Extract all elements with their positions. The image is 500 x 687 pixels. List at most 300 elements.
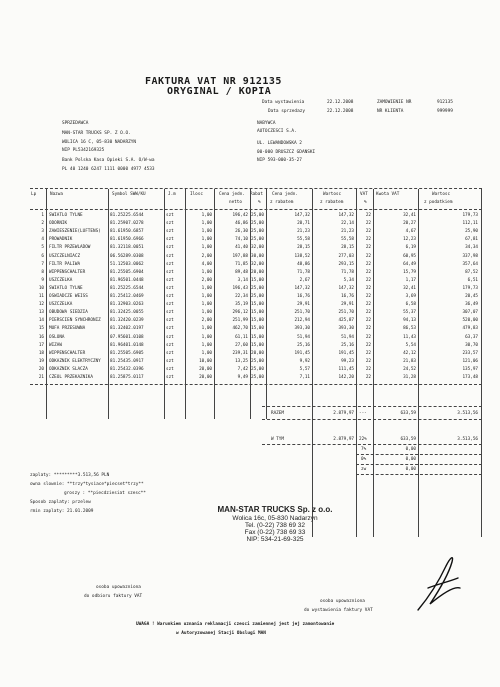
- client-value: 999999: [437, 109, 453, 114]
- stamp-address: Wolica 16c, 05-830 Nadarzyn: [232, 515, 318, 522]
- row-unit-price: 46,86: [235, 221, 248, 227]
- row-qty: 1,00: [201, 245, 212, 251]
- breakdown-rate: 0%: [361, 457, 367, 462]
- row-discount: 15,00: [251, 302, 264, 308]
- row-unit-price-disc: 212,94: [294, 318, 310, 324]
- row-name: OSWIADCZE WEISS: [49, 294, 88, 299]
- invoice-copy-label: ORYGINAL / KOPIA: [167, 86, 272, 97]
- row-vat-amount: 15,79: [403, 269, 416, 275]
- col-unit-price: Cena jedn.: [219, 192, 245, 197]
- row-vat-amount: 21,83: [403, 358, 416, 364]
- row-unit-price: 26,30: [235, 229, 248, 235]
- totals-razem-vat: 633,59: [400, 411, 416, 416]
- signature-right-label: osoba upowazniona: [320, 599, 365, 604]
- row-unit-price: 7,42: [237, 366, 248, 372]
- row-jm: szt: [166, 366, 174, 372]
- row-net: 293,15: [338, 261, 354, 267]
- row-vat-amount: 55,37: [403, 310, 416, 316]
- seller-label: SPRZEDAWCA: [62, 121, 89, 126]
- row-net: 22,14: [341, 221, 354, 227]
- breakdown-rule: [356, 464, 482, 465]
- col-separator: [481, 189, 482, 537]
- footer-notice: UWAGA ! Warunkiem uznania reklamacji czesci zamiennej jest jej zamontowanie: [136, 622, 335, 627]
- row-unit-price-disc: 51,94: [297, 334, 310, 340]
- handwritten-signature: [408, 548, 468, 618]
- row-qty: 20,00: [199, 375, 212, 380]
- row-symbol: 81.25412.0469: [110, 294, 144, 299]
- row-net: 142,20: [338, 375, 354, 380]
- row-unit-price: 462,70: [232, 326, 248, 332]
- row-name: SWIATLO TYLNE: [49, 285, 83, 291]
- row-gross: 30,70: [465, 342, 478, 348]
- col-qty: Ilosc: [190, 192, 203, 197]
- breakdown-rule: [356, 474, 482, 475]
- row-lp: 7: [41, 261, 44, 267]
- row-gross: 173,48: [462, 375, 478, 380]
- row-unit-price: 61,11: [235, 334, 248, 340]
- breakdown-rule: [262, 444, 482, 445]
- row-vat-amount: 5,54: [405, 342, 416, 348]
- row-gross: 233,57: [462, 350, 478, 356]
- row-gross: 337,98: [462, 253, 478, 259]
- row-net: 28,15: [341, 245, 354, 251]
- row-lp: 19: [38, 358, 44, 364]
- buyer-street: UL. LEWANDOWSKA 2: [257, 141, 302, 146]
- row-vat-rate: 22: [365, 261, 371, 267]
- row-symbol: 81.25505.6905: [110, 350, 144, 356]
- row-gross: 307,07: [462, 310, 478, 316]
- row-vat-rate: 22: [365, 213, 371, 218]
- order-value: 912135: [437, 100, 453, 105]
- row-qty: 1,00: [201, 302, 212, 308]
- row-qty: 1,00: [201, 269, 212, 275]
- row-net: 111,45: [338, 366, 354, 372]
- col-separator: [356, 189, 357, 537]
- signature-left-label: osoba upowazniona: [96, 585, 141, 590]
- row-jm: szt: [166, 229, 174, 235]
- totals-wtym-label: W TYM: [271, 437, 284, 442]
- col-vat-amount: Kwota VAT: [376, 192, 400, 197]
- issue-date-label: Data wystawienia: [262, 100, 305, 105]
- row-symbol: 81.25435.0917: [110, 358, 144, 364]
- stamp-phone: Tel. (0-22) 738 69 32: [245, 522, 305, 529]
- row-vat-amount: 64,49: [403, 261, 416, 267]
- row-jm: szt: [166, 285, 174, 291]
- row-discount: 25,00: [251, 285, 264, 291]
- row-symbol: 81.32402.0197: [110, 326, 144, 332]
- row-vat-amount: 1,17: [405, 277, 416, 283]
- row-name: ODKAZNIK ELEKTRYCZNY: [49, 358, 101, 364]
- row-vat-rate: 22: [365, 350, 371, 356]
- row-vat-amount: 6,58: [405, 302, 416, 308]
- row-net: 393,30: [338, 326, 354, 332]
- row-vat-rate: 22: [365, 229, 371, 235]
- row-lp: 11: [38, 294, 44, 299]
- row-jm: szt: [166, 350, 174, 356]
- row-symbol: 06.56289.0308: [110, 253, 144, 259]
- row-unit-price: 197,88: [232, 253, 248, 259]
- row-gross: 179,73: [462, 213, 478, 218]
- row-symbol: 81.32425.0055: [110, 310, 144, 316]
- row-lp: 10: [38, 285, 44, 291]
- row-symbol: 81.25432.0396: [110, 366, 144, 372]
- row-lp: 13: [38, 310, 44, 316]
- order-label: ZAMOWIENIE NR: [377, 100, 412, 105]
- row-net: 147,32: [338, 285, 354, 291]
- breakdown-gross: 3.513,56: [457, 437, 478, 442]
- row-qty: 20,00: [199, 366, 212, 372]
- row-lp: 4: [41, 237, 44, 243]
- col-gross: Wartosc: [432, 192, 451, 197]
- row-vat-rate: 22: [365, 358, 371, 364]
- row-name: WIZAW: [49, 342, 62, 348]
- row-vat-amount: 20,27: [403, 221, 416, 227]
- seller-address: WOLICA 16 C, 05-830 NADARZYN: [62, 140, 137, 145]
- row-unit-price: 296,12: [232, 310, 248, 316]
- invoice-title: FAKTURA VAT NR 912135: [145, 76, 282, 87]
- table-body-rule: [30, 384, 482, 385]
- row-qty: 1,00: [201, 334, 212, 340]
- row-net: 251,70: [338, 310, 354, 316]
- row-net: 99,23: [341, 358, 354, 364]
- row-lp: 1: [41, 213, 44, 218]
- row-qty: 1,00: [201, 326, 212, 332]
- row-net: 55,58: [341, 237, 354, 243]
- row-unit-price: 239,31: [232, 350, 248, 356]
- row-vat-amount: 24,52: [403, 366, 416, 372]
- row-symbol: 81.32903.0263: [110, 302, 144, 308]
- row-symbol: 81.25225.6544: [110, 285, 144, 291]
- row-jm: szt: [166, 261, 174, 267]
- row-gross: 357,64: [462, 261, 478, 267]
- client-label: NR KLIENTA: [377, 109, 404, 114]
- row-name: SWIATLO TYLNE: [49, 213, 83, 218]
- row-qty: 10,00: [199, 358, 212, 364]
- row-unit-price-disc: 251,70: [294, 310, 310, 316]
- row-vat-rate: 22: [365, 277, 371, 283]
- row-vat-rate: 22: [365, 326, 371, 332]
- totals-razem-rate: ---: [359, 411, 367, 416]
- signature-left-sublabel: do odbioru faktury VAT: [84, 594, 143, 599]
- totals-razem-label: RAZEM: [271, 411, 284, 416]
- buyer-city: 00-000 DRUSZCZ GDANSKI: [257, 150, 316, 155]
- row-name: ODKAZNIK SLACZA: [49, 366, 88, 372]
- row-symbol: 81.25225.6544: [110, 213, 144, 218]
- payment-due: rmin zaplaty: 21.01.2009: [30, 509, 94, 514]
- row-jm: szt: [166, 326, 174, 332]
- row-unit-price-disc: 147,32: [294, 285, 310, 291]
- breakdown-vat: 0,00: [405, 457, 416, 462]
- row-qty: 1,00: [201, 350, 212, 356]
- row-vat-amount: 32,41: [403, 285, 416, 291]
- col-lp: Lp: [31, 192, 37, 197]
- row-net: 5,34: [343, 277, 354, 283]
- row-discount: 15,00: [251, 334, 264, 340]
- row-net: 16,76: [341, 294, 354, 299]
- row-unit-price: 27,60: [235, 342, 248, 348]
- col-jm: J.m: [168, 192, 176, 197]
- row-gross: 135,97: [462, 366, 478, 372]
- row-vat-rate: 22: [365, 375, 371, 380]
- totals-razem-gross: 3.513,56: [457, 411, 478, 416]
- row-lp: 9: [41, 277, 44, 283]
- row-name: PIERSCIEN SYNCHRONIZ: [49, 318, 101, 324]
- breakdown-rate: 7%: [361, 447, 367, 452]
- row-gross: 179,73: [462, 285, 478, 291]
- row-discount: 32,00: [251, 261, 264, 267]
- row-unit-price-disc: 29,91: [297, 302, 310, 308]
- row-lp: 14: [38, 318, 44, 324]
- row-discount: 20,00: [251, 269, 264, 275]
- row-unit-price: 22,34: [235, 294, 248, 299]
- row-unit-price-disc: 71,78: [297, 269, 310, 275]
- row-vat-rate: 22: [365, 221, 371, 227]
- issue-date: 22.12.2008: [327, 100, 354, 105]
- row-discount: 30,00: [251, 253, 264, 259]
- row-vat-rate: 22: [365, 366, 371, 372]
- row-net: 191,45: [338, 350, 354, 356]
- row-jm: szt: [166, 334, 174, 340]
- row-symbol: 81.61950.6857: [110, 229, 144, 235]
- table-header-rule: [30, 209, 482, 210]
- company-stamp: [200, 505, 350, 543]
- totals-razem-rule: [262, 419, 482, 420]
- col-discount: Rabat: [250, 192, 263, 197]
- row-discount: 25,00: [251, 366, 264, 372]
- row-jm: szt: [166, 213, 174, 218]
- col-name: Nazwa: [50, 192, 63, 197]
- col-net-sub: z rabatem: [320, 200, 344, 205]
- row-qty: 1,00: [201, 294, 212, 299]
- row-lp: 3: [41, 229, 44, 235]
- row-symbol: 81.96401.0148: [110, 342, 144, 348]
- buyer-nip: NIP 593-000-35-27: [257, 158, 302, 163]
- row-gross: 6,51: [467, 277, 478, 283]
- row-gross: 34,34: [465, 245, 478, 251]
- row-qty: 1,00: [201, 285, 212, 291]
- row-discount: 15,00: [251, 318, 264, 324]
- footer-notice-2: w Autoryzowanej Stacji Obslugi MAN: [176, 631, 266, 636]
- row-name: WIPPENSCHALTER: [49, 350, 86, 356]
- col-gross-sub: z podatkiem: [424, 200, 453, 205]
- row-jm: szt: [166, 253, 174, 259]
- breakdown-vat: 633,59: [400, 437, 416, 442]
- row-vat-amount: 31,28: [403, 375, 416, 380]
- breakdown-rate: zw: [361, 467, 367, 472]
- seller-name: MAN-STAR TRUCKS SP. Z O.O.: [62, 131, 131, 136]
- row-vat-amount: 6,19: [405, 245, 416, 251]
- row-name: ZAWIESZENIE(LUFTENS): [49, 229, 101, 235]
- row-qty: 1,00: [201, 310, 212, 316]
- row-jm: szt: [166, 375, 174, 380]
- row-vat-amount: 86,53: [403, 326, 416, 332]
- row-net: 71,78: [341, 269, 354, 275]
- breakdown-rate: 22%: [359, 437, 367, 442]
- col-net: Wartosc: [323, 192, 342, 197]
- row-discount: 25,00: [251, 237, 264, 243]
- row-name: CZEOL PRZEKAZNIKA: [49, 375, 93, 380]
- row-unit-price-disc: 5,57: [299, 366, 310, 372]
- row-discount: 25,00: [251, 229, 264, 235]
- row-unit-price-disc: 55,58: [297, 237, 310, 243]
- row-net: 277,03: [338, 253, 354, 259]
- row-unit-price-disc: 138,52: [294, 253, 310, 259]
- row-qty: 2,00: [201, 253, 212, 259]
- row-qty: 4,00: [201, 261, 212, 267]
- row-vat-rate: 22: [365, 302, 371, 308]
- row-unit-price-disc: 191,45: [294, 350, 310, 356]
- row-discount: 25,00: [251, 375, 264, 380]
- row-jm: szt: [166, 237, 174, 243]
- row-qty: 1,00: [201, 213, 212, 218]
- row-symbol: 81.96501.0448: [110, 277, 144, 283]
- row-jm: szt: [166, 302, 174, 308]
- row-jm: szt: [166, 358, 174, 364]
- row-symbol: 81.61950.6966: [110, 237, 144, 243]
- row-discount: 25,00: [251, 221, 264, 227]
- row-vat-rate: 22: [365, 310, 371, 316]
- col-vat-sub: %: [364, 200, 367, 205]
- row-jm: szt: [166, 310, 174, 316]
- row-qty: 1,00: [201, 229, 212, 235]
- row-net: 425,87: [338, 318, 354, 324]
- row-unit-price: 196,42: [232, 213, 248, 218]
- row-unit-price: 3,14: [237, 277, 248, 283]
- row-unit-price: 196,43: [232, 285, 248, 291]
- breakdown-vat: 0,00: [405, 447, 416, 452]
- row-vat-rate: 22: [365, 253, 371, 259]
- row-symbol: 81.25505.6904: [110, 269, 144, 275]
- row-discount: 25,00: [251, 358, 264, 364]
- row-vat-rate: 22: [365, 285, 371, 291]
- row-discount: 15,00: [251, 310, 264, 316]
- row-vat-amount: 94,13: [403, 318, 416, 324]
- col-unit-price-disc: Cena jedn.: [272, 192, 298, 197]
- col-separator: [312, 189, 313, 537]
- row-qty: 2,00: [201, 318, 212, 324]
- row-vat-rate: 22: [365, 269, 371, 275]
- row-gross: 36,49: [465, 302, 478, 308]
- row-unit-price-disc: 7,11: [299, 375, 310, 380]
- row-unit-price: 251,99: [232, 318, 248, 324]
- row-lp: 12: [38, 302, 44, 308]
- row-qty: 1,00: [201, 237, 212, 243]
- row-lp: 6: [41, 253, 44, 259]
- table-top-rule: [30, 188, 482, 189]
- row-symbol: 81.32420.0239: [110, 318, 144, 324]
- row-gross: 520,00: [462, 318, 478, 324]
- stamp-nip: NIP: 534-21-69-325: [246, 536, 304, 543]
- row-name: USZCZELNIACZ: [49, 253, 81, 259]
- row-unit-price: 9,49: [237, 375, 248, 380]
- row-lp: 2: [41, 221, 44, 227]
- row-lp: 21: [38, 375, 44, 380]
- row-jm: szt: [166, 221, 174, 227]
- row-discount: 25,00: [251, 213, 264, 218]
- row-unit-price-disc: 2,67: [299, 277, 310, 283]
- breakdown-net: 2.879,97: [333, 437, 354, 442]
- breakdown-rule: [356, 454, 482, 455]
- breakdown-vat: 0,00: [405, 467, 416, 472]
- col-discount-sub: %: [258, 200, 261, 205]
- row-qty: 1,00: [201, 221, 212, 227]
- row-name: WIPPENSCHALTER: [49, 269, 86, 275]
- row-unit-price: 74,10: [235, 237, 248, 243]
- row-discount: 15,00: [251, 342, 264, 348]
- amount-in-words: owna slownie: **trzy*tysiace*piecset*trzy**: [30, 482, 144, 487]
- row-gross: 87,52: [465, 269, 478, 275]
- row-symbol: 07.95601.0108: [110, 334, 144, 340]
- col-vat: VAT: [360, 192, 368, 197]
- stamp-company-name: MAN-STAR TRUCKS Sp. z o.o.: [217, 505, 333, 514]
- row-discount: 15,00: [251, 326, 264, 332]
- row-name: MUFA PRZESUWNA: [49, 326, 86, 332]
- amount-in-words-grosze: groszy : **piecdziesiat szesc**: [64, 491, 146, 496]
- row-jm: szt: [166, 269, 174, 275]
- row-qty: 1,00: [201, 342, 212, 348]
- row-discount: 15,00: [251, 277, 264, 283]
- seller-account: PL 40 1240 6247 1111 0000 4977 4533: [62, 167, 155, 172]
- row-gross: 121,06: [462, 358, 478, 364]
- row-unit-price: 71,85: [235, 261, 248, 267]
- col-unit-price-sub: netto: [229, 200, 242, 205]
- row-gross: 67,81: [465, 237, 478, 243]
- sale-date-label: Data sprzedazy: [268, 109, 306, 114]
- row-net: 29,91: [341, 302, 354, 308]
- row-unit-price-disc: 147,32: [294, 213, 310, 218]
- row-unit-price-disc: 21,23: [297, 229, 310, 235]
- row-vat-amount: 32,41: [403, 213, 416, 218]
- row-lp: 16: [38, 334, 44, 340]
- row-unit-price: 13,25: [235, 358, 248, 364]
- row-discount: 20,00: [251, 350, 264, 356]
- row-vat-rate: 22: [365, 318, 371, 324]
- row-lp: 8: [41, 269, 44, 275]
- row-name: USZCZELKA: [49, 302, 73, 308]
- row-lp: 20: [38, 366, 44, 372]
- row-unit-price: 89,48: [235, 269, 248, 275]
- row-vat-rate: 22: [365, 342, 371, 348]
- row-symbol: 51.12503.0062: [110, 261, 144, 267]
- row-gross: 20,45: [465, 294, 478, 299]
- row-name: OBUDOWA SIEDZIA: [49, 310, 88, 316]
- row-vat-amount: 12,23: [403, 237, 416, 243]
- row-vat-amount: 42,12: [403, 350, 416, 356]
- row-net: 147,32: [338, 213, 354, 218]
- row-gross: 63,37: [465, 334, 478, 340]
- row-unit-price: 35,19: [235, 302, 248, 308]
- amount-to-pay: zaplaty: *********3.513,56 PLN: [30, 473, 110, 478]
- buyer-name: AUTOCZESCI S.A.: [257, 129, 297, 134]
- row-symbol: 81.25907.0278: [110, 221, 144, 227]
- row-gross: 479,83: [462, 326, 478, 332]
- row-lp: 5: [41, 245, 44, 251]
- row-unit-price-disc: 28,15: [297, 245, 310, 251]
- row-jm: szt: [166, 294, 174, 299]
- stamp-fax: Fax (0-22) 738 69 33: [244, 529, 306, 536]
- row-vat-rate: 22: [365, 294, 371, 299]
- totals-top-rule: [262, 406, 482, 407]
- row-lp: 15: [38, 326, 44, 332]
- row-qty: 2,00: [201, 277, 212, 283]
- row-vat-amount: 4,67: [405, 229, 416, 235]
- row-unit-price-disc: 25,16: [297, 342, 310, 348]
- row-lp: 17: [38, 342, 44, 348]
- row-symbol: 81.32118.0051: [110, 245, 144, 251]
- payment-method: Sposob zaplaty: przelew: [30, 500, 91, 505]
- row-vat-rate: 22: [365, 237, 371, 243]
- row-jm: szt: [166, 277, 174, 283]
